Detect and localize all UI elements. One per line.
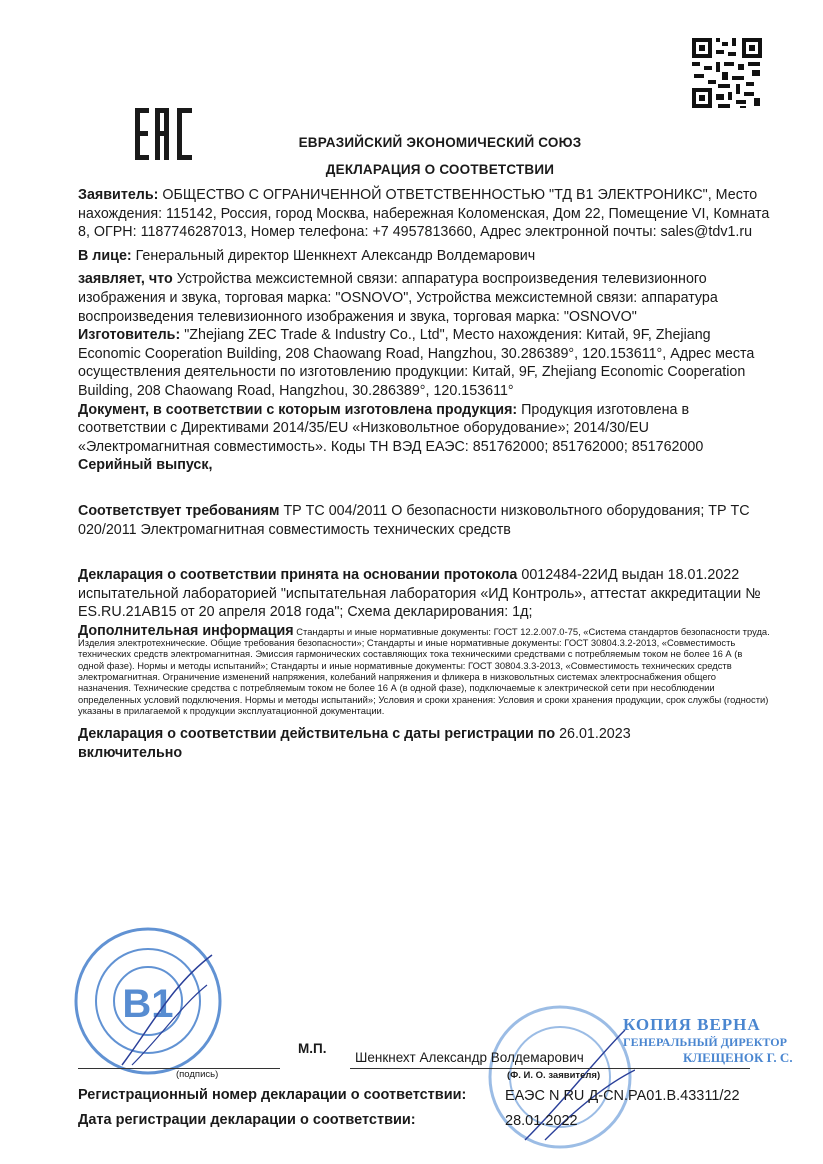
validity-suffix: включительно xyxy=(78,744,183,761)
reg-number-label: Регистрационный номер декларации о соответствии: xyxy=(78,1087,467,1103)
copy-stamp xyxy=(623,1015,793,1066)
eac-logo xyxy=(133,106,197,162)
copy-stamp-line3: КЛЕЩЕНОК Г. С. xyxy=(683,1050,793,1065)
document-text: Продукция изготовлена в соответствии с Директивами 2014/35/EU «Низковольтное оборудование»; 2014/30/EU «Электромагнитная совместимость». Коды ТН ВЭД ЕАЭС: 851762000; 851762000; 851762000 xyxy=(78,401,704,455)
validity-section xyxy=(78,725,770,762)
mp-label: М.П. xyxy=(298,1041,327,1056)
copy-stamp-line1: КОПИЯ ВЕРНА xyxy=(623,1015,761,1034)
person-label: В лице: xyxy=(78,247,132,264)
requirements-label: Соответствует требованиям xyxy=(78,502,280,519)
document-label: Документ, в соответствии с которым изготовлена продукция: xyxy=(78,401,518,418)
applicant-label: Заявитель: xyxy=(78,187,159,203)
manufacturer-section xyxy=(78,326,770,400)
serial-label: Серийный выпуск, xyxy=(78,457,213,474)
person-text: Генеральный директор Шенкнехт Александр Волдемарович xyxy=(131,247,536,264)
protocol-section xyxy=(78,566,770,622)
company-stamp xyxy=(62,925,234,1075)
signature-label: (подпись) xyxy=(176,1069,219,1080)
declares-text: Устройства межсистемной связи: аппаратура воспроизведения телевизионного изображения и звука, торговая марка: "OSNOVO", Устройства межсистемной связи: аппаратура воспроизведения телевизионного изображения и звука, торговая марка: "OSNOVO" xyxy=(78,271,718,325)
additional-label: Дополнительная информация xyxy=(78,622,294,639)
protocol-text: 0012484-22ИД выдан 18.01.2022 испытательной лабораторией "испытательная лаборатория «ИД Контроль», аттестат аккредитации № ES.RU.21АВ15 от 20 апреля 2018 года"; Схема декларирования: 1д; xyxy=(78,567,761,621)
requirements-section xyxy=(78,502,770,539)
union-title: ЕВРАЗИЙСКИЙ ЭКОНОМИЧЕСКИЙ СОЮЗ xyxy=(298,135,582,150)
name-line xyxy=(350,1068,750,1069)
signer-name: Шенкнехт Александр Волдемарович xyxy=(355,1050,584,1065)
protocol-label: Декларация о соответствии принята на основании протокола xyxy=(78,567,518,584)
page-title: ДЕКЛАРАЦИЯ О СООТВЕТСТВИИ xyxy=(325,162,555,177)
svg-text:B1: B1 xyxy=(122,982,174,1026)
reg-number: ЕАЭС N RU Д-CN.PA01.B.43311/22 xyxy=(505,1088,740,1104)
applicant-text: ОБЩЕСТВО С ОГРАНИЧЕННОЙ ОТВЕТСТВЕННОСТЬЮ "ТД В1 ЭЛЕКТРОНИКС", Место нахождения: 115142, Россия, город Москва, набережная Коломенская, Дом 22, Помещение VI, Комната 8, ОГРН: 1187746287013, Номер телефона: +7 4957813660, Адрес электронной почты: sales@tdv1.ru xyxy=(78,187,770,241)
declares-label: заявляет, что xyxy=(78,271,173,288)
document-section xyxy=(78,401,770,457)
applicant-section xyxy=(78,186,770,242)
declaration-body xyxy=(78,186,770,762)
person-section xyxy=(78,247,770,266)
requirements-text: ТР ТС 004/2011 О безопасности низковольтного оборудования; ТР ТС 020/2011 Электромагнитная совместимость технических средств xyxy=(78,502,750,538)
additional-text: Стандарты и иные нормативные документы: ГОСТ 12.2.007.0-75, «Система стандартов безопасности труда. Изделия электротехнические. Общие требования безопасности»; Стандарты и иные нормативные документы: ГОСТ 30804.3.2-2013, «Совместимость технических средств электромагнитная. Эмиссия гармонических составляющих тока техническими средствами с потребляемым током не более 16 А (в одной фазе). Нормы и методы испытаний»; Стандарты и иные нормативные документы: ГОСТ 30804.3.3-2013, «Совместимость технических средств электромагнитная. Ограничение изменений напряжения, колебаний напряжения и фликера в низковольтных системах электроснабжения общего назначения. Технические средства с потребляемым током не более 16 А (в одной фазе), подключаемые к электрической сети при несоблюдении определенных условий подключения. Нормы и методы испытаний»; Условия и сроки хранения: Условия и сроки хранения продукции, срок службы (годности) указаны в прилагаемой к продукции эксплуатационной документации. xyxy=(78,625,770,716)
copy-stamp-line2: ГЕНЕРАЛЬНЫЙ ДИРЕКТОР xyxy=(623,1035,787,1049)
validity-label: Декларация о соответствии действительна с даты регистрации по xyxy=(78,726,556,743)
manufacturer-label: Изготовитель: xyxy=(78,327,181,344)
additional-section xyxy=(78,622,770,716)
manufacturer-text: "Zhejiang ZEC Trade & Industry Co., Ltd", Место нахождения: Китай, 9F, Zhejiang Economic Cooperation Building, 208 Chaowang Road, Hangzhou, 30.286389°, 120.153611°, Адрес места осуществления деятельности по изготовлению продукции: Китай, 9F, Zhejiang Economic Cooperation Building, 208 Chaowang Road, Hangzhou, 30.286389°, 120.153611° xyxy=(78,327,755,399)
qr-code xyxy=(692,38,762,130)
reg-date: 28.01.2022 xyxy=(505,1113,578,1129)
name-label: (Ф. И. О. заявителя) xyxy=(507,1070,601,1081)
validity-date: 26.01.2023 xyxy=(555,726,631,743)
declares-section xyxy=(78,270,770,326)
reg-date-label: Дата регистрации декларации о соответствии: xyxy=(78,1112,416,1128)
